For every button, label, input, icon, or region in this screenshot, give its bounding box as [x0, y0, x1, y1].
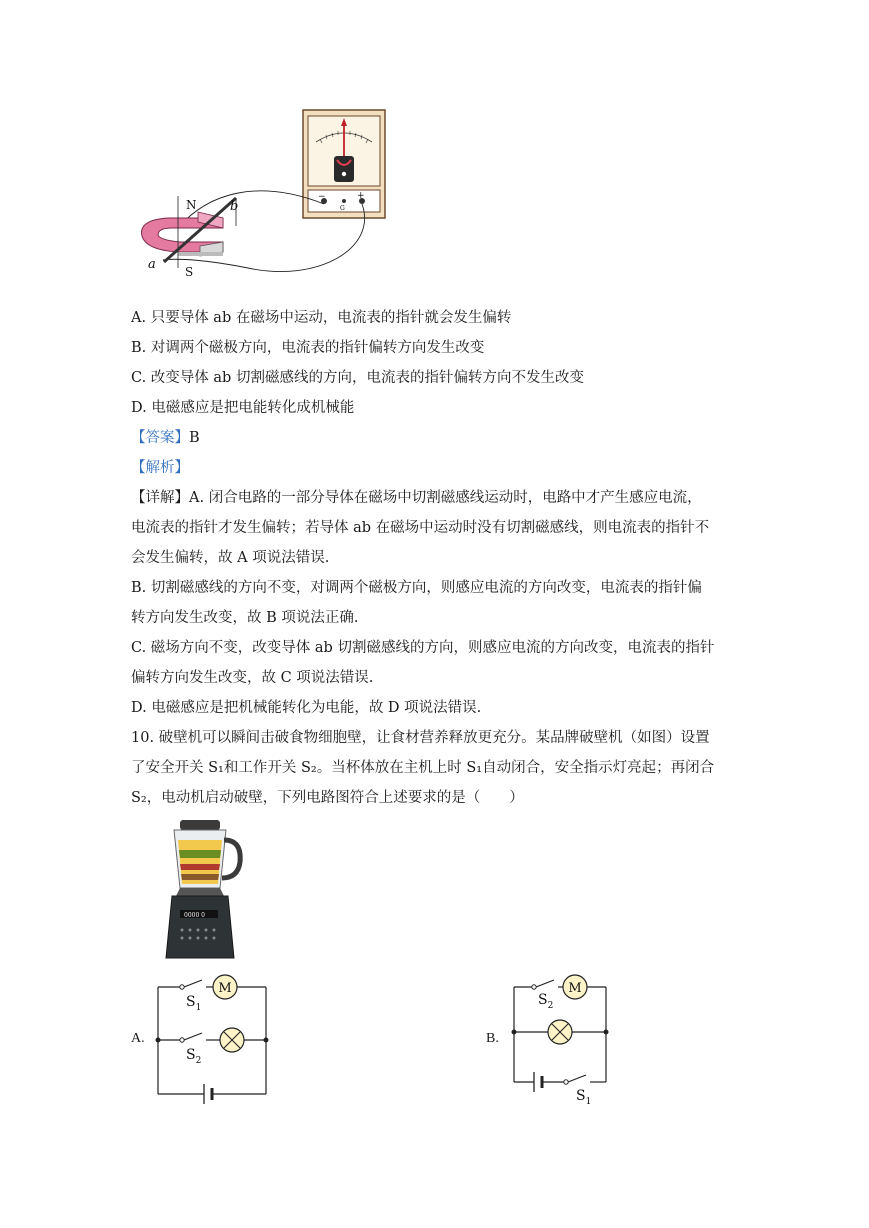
circuit-a-switch1-label: $S_1$: [186, 994, 202, 1013]
end-a-label: a: [148, 257, 156, 272]
blender-display: 0000 0: [184, 912, 205, 919]
pole-s-label: S: [185, 265, 194, 279]
blender-image: [158, 818, 258, 966]
circuit-a: [150, 972, 275, 1112]
option-d: D. 电磁感应是把电能转化成机械能: [131, 400, 355, 416]
motor-label: M: [568, 981, 582, 996]
explanation-text-1: A. 闭合电路的一部分导体在磁场中切割磁感线运动时，电路中才产生感应电流，: [189, 490, 702, 506]
option-b: B. 对调两个磁极方向，电流表的指针偏转方向发生改变: [131, 340, 485, 356]
explanation-line-5: 转方向发生改变，故 B 项说法正确.: [131, 610, 359, 626]
circuit-a-label: A.: [131, 1031, 145, 1046]
induction-figure: [138, 108, 398, 288]
answer-tag: 【答案】: [131, 430, 189, 446]
question10-line-3: S₂，电动机启动破壁，下列电路图符合上述要求的是（ ）: [131, 790, 524, 806]
circuit-b-switch2-label: $S_1$: [576, 1088, 592, 1107]
explanation-line-2: 电流表的指针才发生偏转；若导体 ab 在磁场中运动时没有切割磁感线，则电流表的指针不: [131, 520, 710, 536]
detail-tag: 【详解】: [131, 490, 189, 506]
circuit-b-label: B.: [486, 1031, 499, 1046]
question10-line-2: 了安全开关 S₁和工作开关 S₂。当杯体放在主机上时 S₁自动闭合，安全指示灯亮起；再闭合: [131, 760, 715, 776]
explanation-line-7: 偏转方向发生改变，故 C 项说法错误.: [131, 670, 374, 686]
explanation-line-6: C. 磁场方向不变，改变导体 ab 切割磁感线的方向，则感应电流的方向改变，电流表的指针: [131, 640, 715, 656]
answer-line: [131, 428, 200, 448]
motor-label: M: [218, 981, 232, 996]
minus-label: −: [318, 192, 326, 202]
option-c: C. 改变导体 ab 切割磁感线的方向，电流表的指针偏转方向不发生改变: [131, 370, 584, 386]
g-label: G: [340, 205, 345, 212]
answer-value: B: [189, 430, 200, 446]
explanation-line-4: B. 切割磁感线的方向不变，对调两个磁极方向，则感应电流的方向改变，电流表的指针偏: [131, 580, 702, 596]
explanation-line-1: [131, 488, 702, 508]
explanation-line-8: D. 电磁感应是把机械能转化为电能，故 D 项说法错误.: [131, 700, 482, 716]
option-a: A. 只要导体 ab 在磁场中运动，电流表的指针就会发生偏转: [131, 310, 512, 326]
circuit-b-switch1-label: $S_2$: [538, 992, 554, 1011]
pole-n-label: N: [186, 198, 197, 212]
explanation-line-3: 会发生偏转，故 A 项说法错误.: [131, 550, 330, 566]
circuit-a-switch2-label: $S_2$: [186, 1047, 202, 1066]
analysis-tag: 【解析】: [131, 460, 189, 476]
galvanometer: [303, 110, 385, 218]
circuit-b: [506, 972, 616, 1112]
question10-line-1: 10. 破壁机可以瞬间击破食物细胞壁，让食材营养释放更充分。某品牌破壁机（如图）设置: [131, 730, 710, 746]
plus-label: +: [357, 191, 365, 201]
end-b-label: b: [230, 199, 239, 214]
